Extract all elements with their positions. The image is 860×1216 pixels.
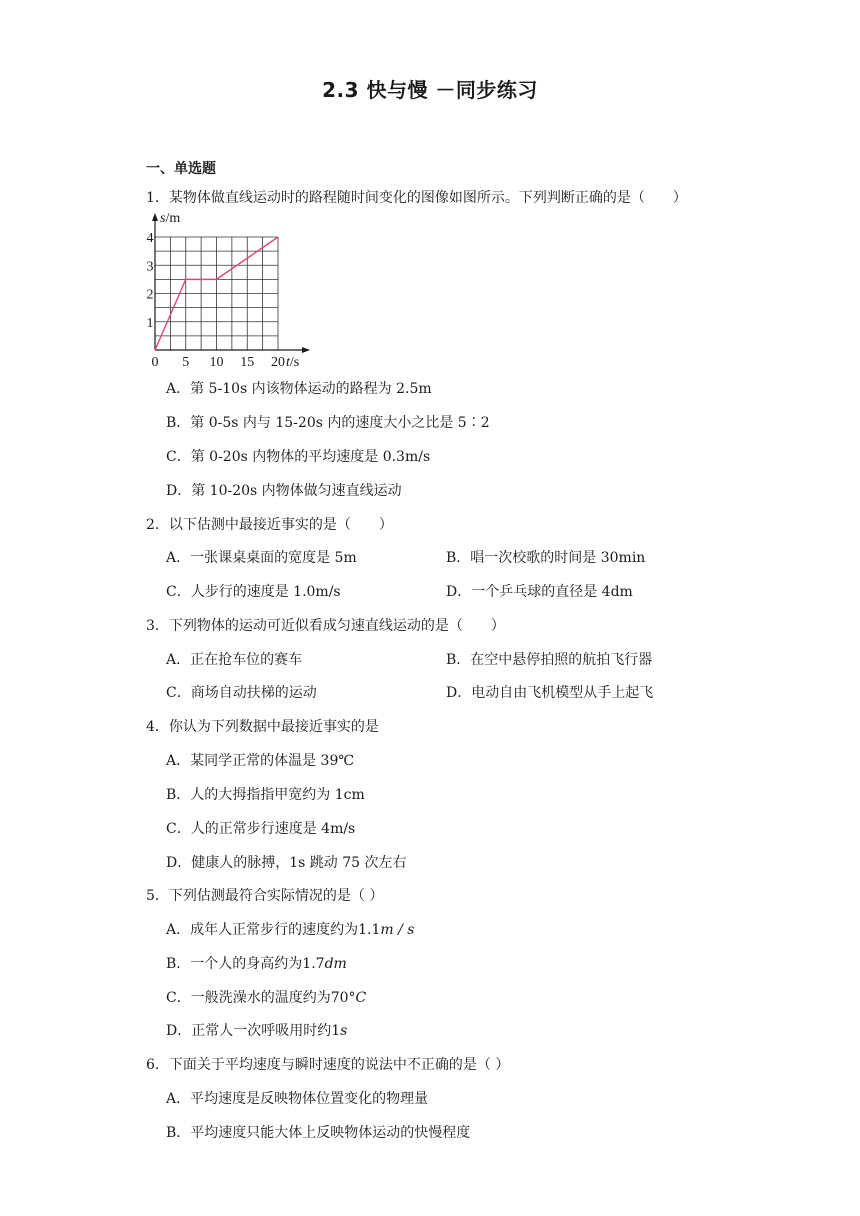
graph-ticks [147, 231, 286, 368]
question-2-option-a[interactable]: A．一张课桌桌面的宽度是 5m [166, 550, 357, 566]
x-tick-label: 20 [271, 355, 285, 368]
question-2-option-c[interactable]: C．人步行的速度是 1.0m/s [166, 584, 341, 600]
y-tick-label: 3 [146, 259, 154, 275]
question-4-stem: 4．你认为下列数据中最接近事实的是 [146, 719, 379, 735]
x-axis-arrow-icon [302, 347, 310, 353]
question-3-option-b[interactable]: B．在空中悬停拍照的航拍飞行器 [446, 652, 653, 668]
option-text: A．成年人正常步行的速度约为 [166, 922, 359, 938]
y-axis-arrow-icon [152, 213, 158, 221]
question-2-option-d[interactable]: D．一个乒乓球的直径是 4dm [446, 584, 633, 600]
option-unit: s [340, 1023, 348, 1039]
option-value: 1.1 [358, 922, 381, 938]
x-tick-label: 5 [182, 355, 190, 368]
x-tick-label: 0 [151, 355, 159, 368]
y-tick-label: 2 [146, 287, 154, 303]
option-unit: m / s [380, 922, 415, 938]
option-value: 70 [330, 990, 349, 1006]
question-5-option-b[interactable] [166, 953, 347, 973]
x-tick-label: 10 [209, 355, 224, 368]
question-1-option-b[interactable]: B．第 0-5s 内与 15-20s 内的速度大小之比是 5∶2 [166, 415, 490, 431]
question-1-option-c[interactable]: C．第 0-20s 内物体的平均速度是 0.3m/s [166, 449, 431, 465]
question-3-option-c[interactable]: C．商场自动扶梯的运动 [166, 685, 317, 701]
x-axis-label: t/s [286, 355, 300, 368]
y-axis-label: s/m [160, 211, 181, 226]
section-heading: 一、单选题 [146, 161, 216, 177]
option-value: 1 [331, 1023, 341, 1039]
question-6-option-a[interactable]: A．平均速度是反映物体位置变化的物理量 [166, 1091, 429, 1107]
question-1-stem: 1．某物体做直线运动时的路程随时间变化的图像如图所示。下列判断正确的是（ ） [146, 190, 687, 206]
question-3-option-d[interactable]: D．电动自由飞机模型从手上起飞 [446, 685, 654, 701]
y-tick-label: 1 [146, 315, 154, 331]
y-tick-label: 4 [146, 231, 154, 246]
question-5-option-c[interactable] [166, 987, 366, 1007]
question-4-option-b[interactable]: B．人的大拇指指甲宽约为 1cm [166, 787, 365, 803]
graph-grid [155, 237, 278, 350]
option-text: B．一个人的身高约为 [166, 956, 303, 972]
question-1-option-a[interactable]: A．第 5-10s 内该物体运动的路程为 2.5m [166, 381, 432, 397]
option-unit: dm [324, 956, 347, 972]
question-4-option-d[interactable]: D．健康人的脉搏，1s 跳动 75 次左右 [166, 855, 407, 871]
graph-axes [152, 213, 310, 353]
question-5-stem: 5．下列估测最符合实际情况的是（ ） [146, 888, 384, 904]
question-6-option-b[interactable]: B．平均速度只能大体上反映物体运动的快慢程度 [166, 1125, 471, 1141]
page-title: 2.3 快与慢 －同步练习 [322, 78, 538, 102]
option-text: D．正常人一次呼吸用时约 [166, 1023, 332, 1039]
question-1-option-d[interactable]: D．第 10-20s 内物体做匀速直线运动 [166, 483, 402, 499]
option-value: 1.7 [302, 956, 325, 972]
option-text: C．一般洗澡水的温度约为 [166, 990, 331, 1006]
question-3-stem: 3．下列物体的运动可近似看成匀速直线运动的是（ ） [146, 618, 505, 634]
question-5-option-d[interactable] [166, 1020, 347, 1040]
question-4-option-c[interactable]: C．人的正常步行速度是 4m/s [166, 821, 356, 837]
question-6-stem: 6．下面关于平均速度与瞬时速度的说法中不正确的是（ ） [146, 1057, 510, 1073]
x-tick-label: 15 [240, 355, 255, 368]
question-4-option-a[interactable]: A．某同学正常的体温是 39℃ [166, 753, 355, 769]
question-2-stem: 2．以下估测中最接近事实的是（ ） [146, 517, 393, 533]
question-5-option-a[interactable] [166, 919, 414, 939]
question-3-option-a[interactable]: A．正在抢车位的赛车 [166, 652, 303, 668]
s-t-graph [140, 208, 315, 368]
option-unit: °C [348, 990, 367, 1006]
question-2-option-b[interactable]: B．唱一次校歌的时间是 30min [446, 550, 646, 566]
